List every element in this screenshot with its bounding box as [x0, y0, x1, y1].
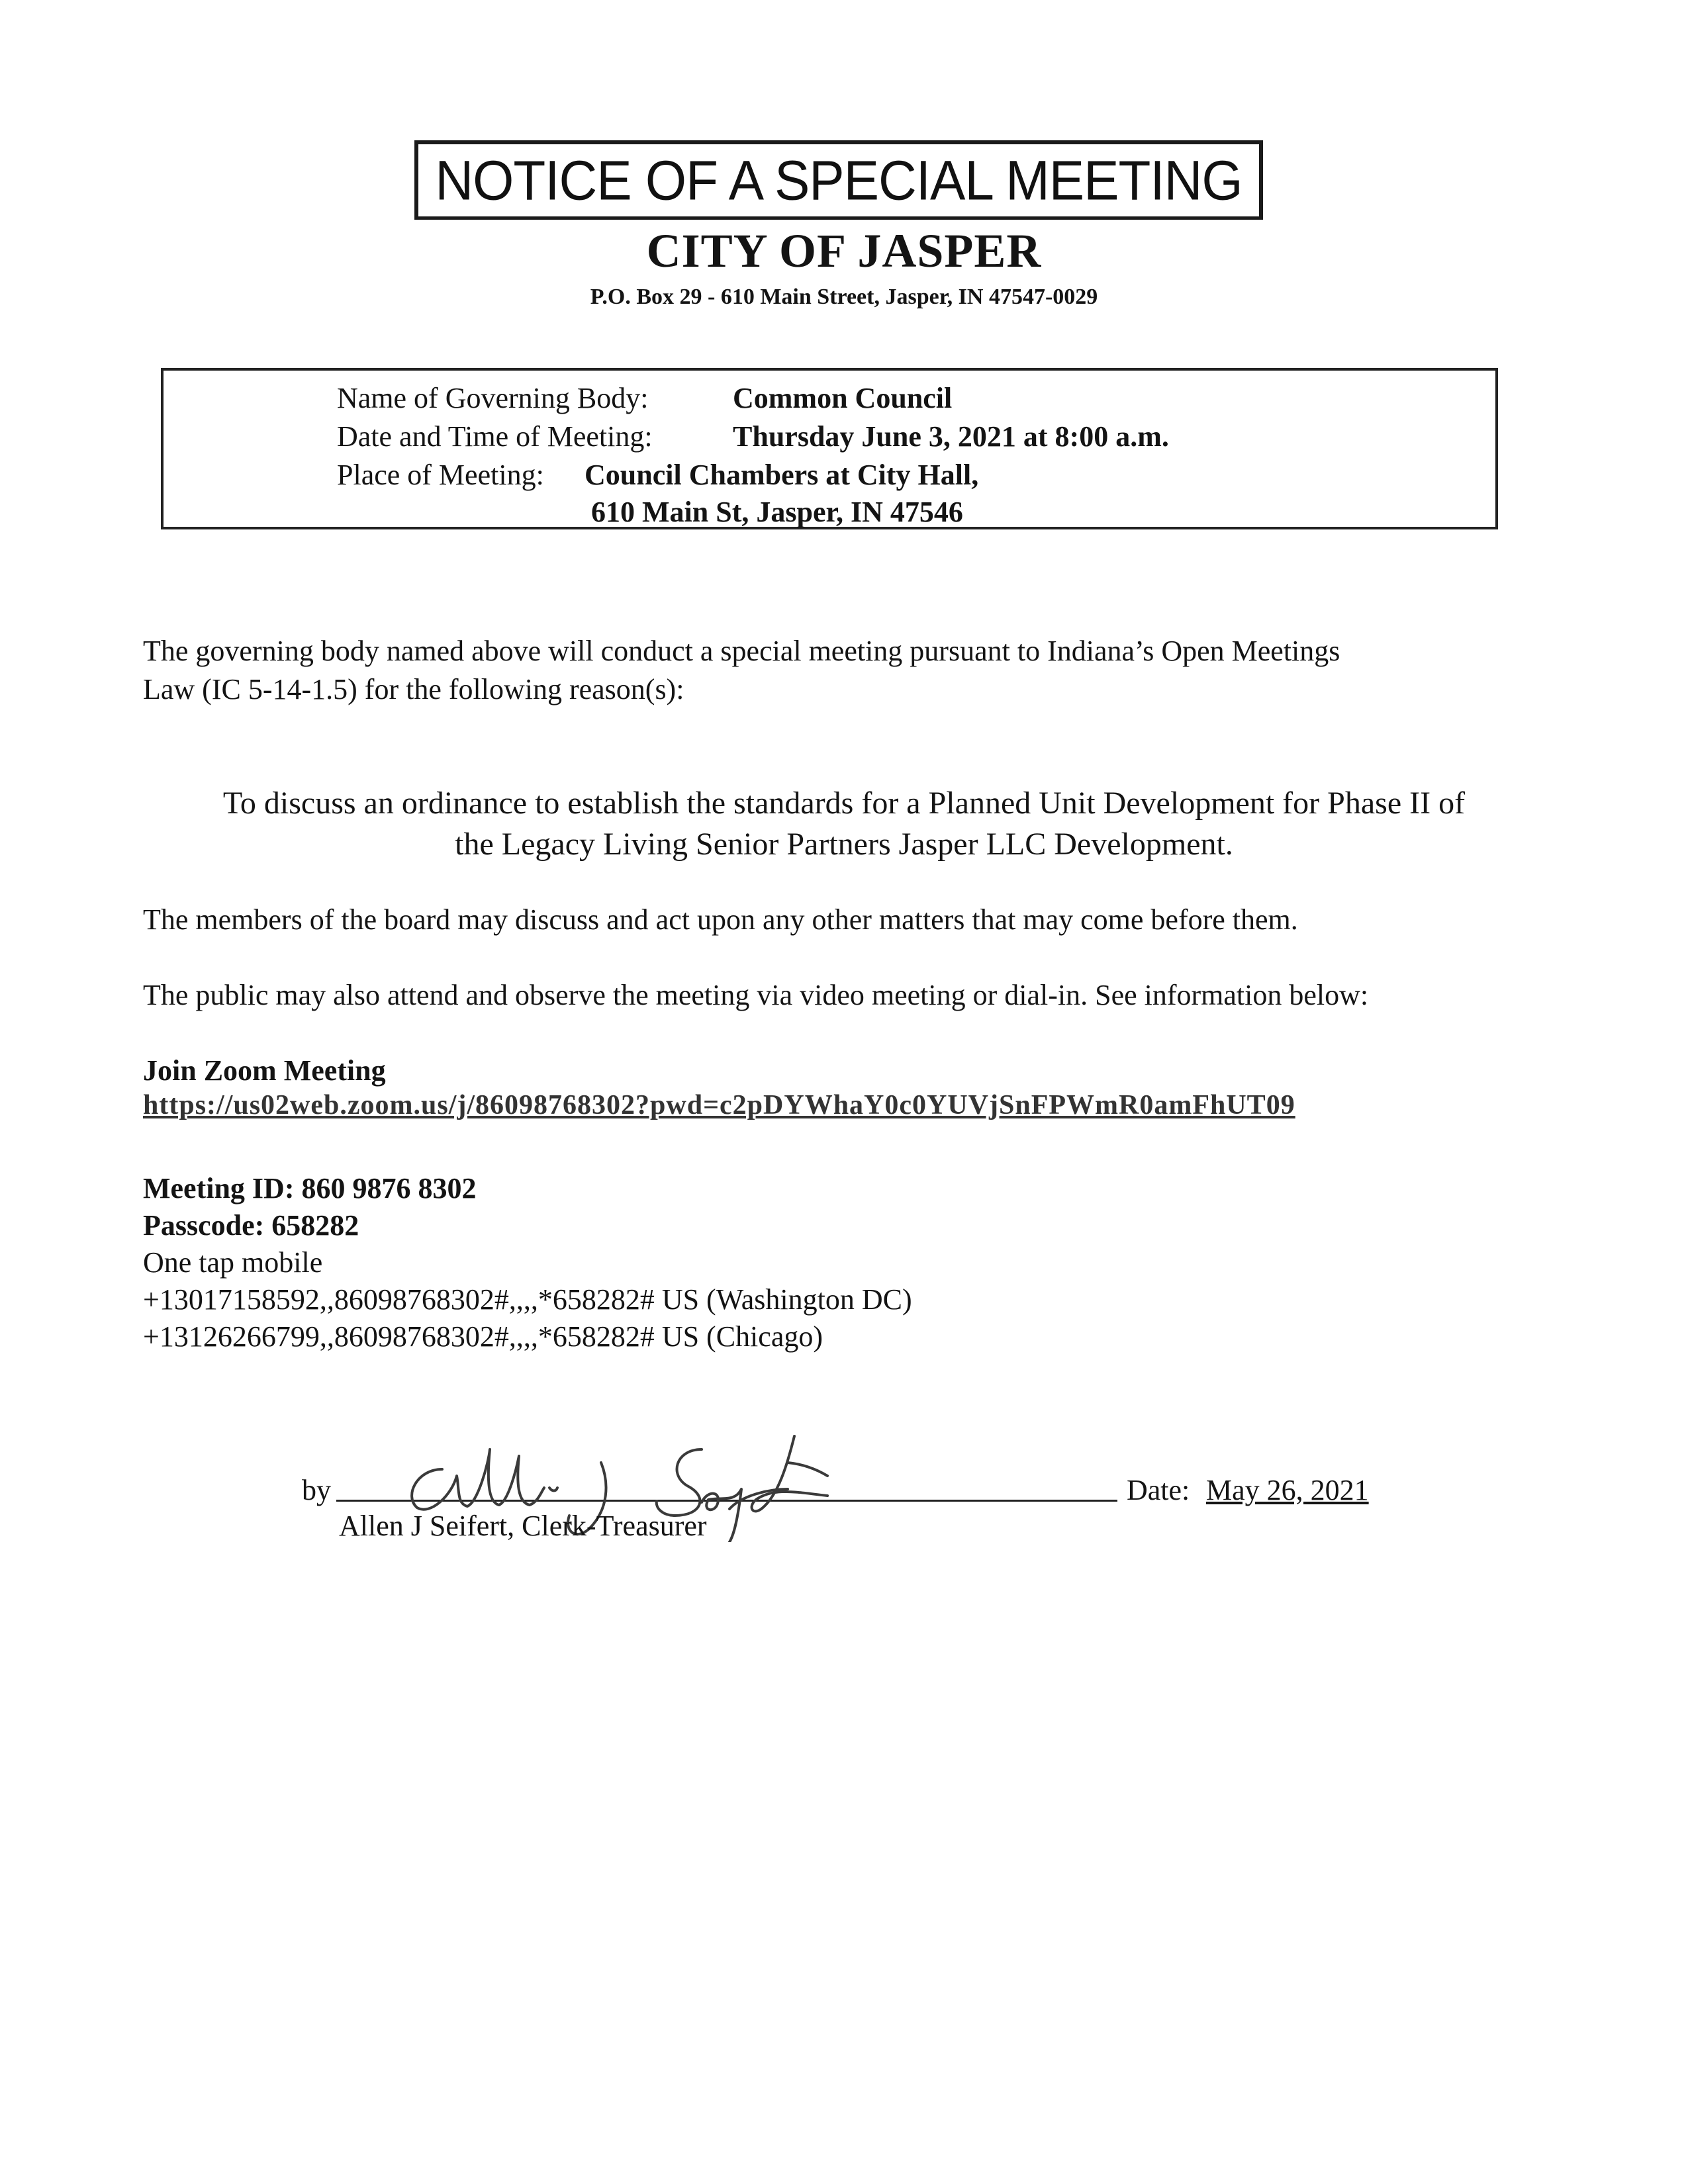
- place-value-line2: 610 Main St, Jasper, IN 47546: [591, 496, 963, 528]
- intro-line-1: The governing body named above will conduct a special meeting pursuant to Indiana’s Open Meetings: [143, 635, 1340, 667]
- place-value-line1: Council Chambers at City Hall,: [585, 459, 979, 491]
- date-value: May 26, 2021: [1206, 1474, 1369, 1506]
- reason-line-2: the Legacy Living Senior Partners Jasper LLC Development.: [455, 827, 1233, 862]
- public-attend-text: The public may also attend and observe the meeting via video meeting or dial-in. See information below:: [143, 979, 1369, 1011]
- signer-name: Allen J Seifert, Clerk-Treasurer: [339, 1510, 707, 1542]
- governing-body-value: Common Council: [733, 382, 953, 414]
- date-time-value: Thursday June 3, 2021 at 8:00 a.m.: [733, 420, 1169, 453]
- zoom-link[interactable]: https://us02web.zoom.us/j/86098768302?pwd=c2pDYWhaY0c0YUVjSnFPWmR0amFhUT09: [143, 1090, 1295, 1120]
- passcode: Passcode: 658282: [143, 1209, 359, 1242]
- date-label: Date:: [1127, 1474, 1190, 1506]
- notice-title: NOTICE OF A SPECIAL MEETING: [435, 149, 1243, 211]
- place-label: Place of Meeting:: [337, 459, 544, 491]
- other-matters-text: The members of the board may discuss and act upon any other matters that may come before them.: [143, 903, 1298, 936]
- date-time-label: Date and Time of Meeting:: [337, 420, 653, 453]
- notice-title-box: [414, 140, 1263, 220]
- by-label: by: [302, 1474, 331, 1506]
- zoom-heading: Join Zoom Meeting: [143, 1054, 386, 1087]
- governing-body-label: Name of Governing Body:: [337, 382, 649, 414]
- meeting-id: Meeting ID: 860 9876 8302: [143, 1172, 477, 1205]
- city-address: P.O. Box 29 - 610 Main Street, Jasper, IN 47547-0029: [590, 285, 1098, 309]
- city-name: CITY OF JASPER: [646, 224, 1042, 277]
- reason-line-1: To discuss an ordinance to establish the standards for a Planned Unit Development for Phase II of: [222, 786, 1466, 821]
- intro-line-2: Law (IC 5-14-1.5) for the following reason(s):: [143, 673, 684, 705]
- meeting-info-box: [161, 368, 1498, 529]
- one-tap-label: One tap mobile: [143, 1246, 323, 1279]
- dial-in-chicago: +13126266799,,86098768302#,,,,*658282# US (Chicago): [143, 1320, 823, 1353]
- dial-in-washington: +13017158592,,86098768302#,,,,*658282# US (Washington DC): [143, 1283, 912, 1316]
